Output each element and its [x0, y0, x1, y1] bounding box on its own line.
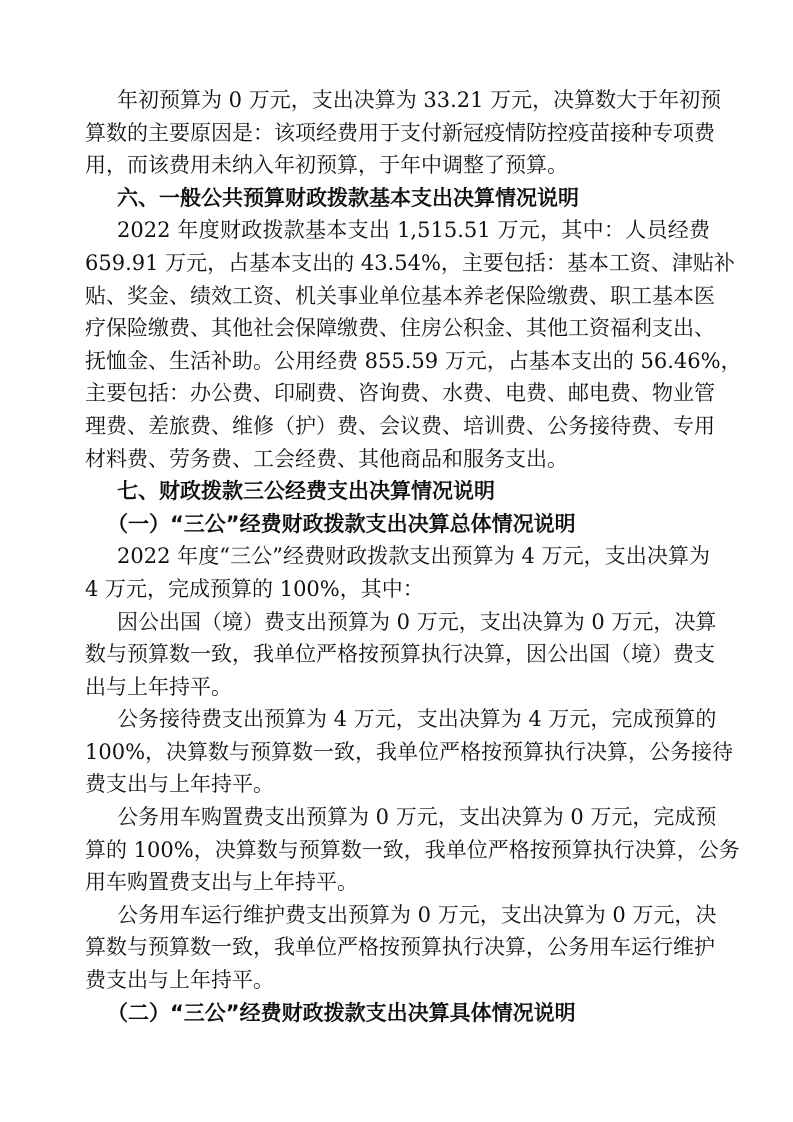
- body-text-line: 材料费、劳务费、工会经费、其他商品和服务支出。: [85, 446, 568, 471]
- body-text-line: 费支出与上年持平。: [85, 772, 274, 797]
- body-text-line: 2022 年度财政拨款基本支出 1,515.51 万元，其中：人员经费: [117, 218, 710, 243]
- body-text-line: 费支出与上年持平。: [85, 968, 274, 993]
- body-text-line: 疗保险缴费、其他社会保障缴费、住房公积金、其他工资福利支出、: [85, 316, 715, 341]
- body-text-line: 公务接待费支出预算为 4 万元，支出决算为 4 万元，完成预算的: [117, 707, 717, 732]
- body-text-line: 用车购置费支出与上年持平。: [85, 870, 358, 895]
- body-text-line: 算数与预算数一致，我单位严格按预算执行决算，公务用车运行维护: [85, 935, 715, 960]
- section-heading-6: 六、一般公共预算财政拨款基本支出决算情况说明: [117, 185, 579, 210]
- document-page: [85, 84, 742, 1029]
- body-text-line: 2022 年度“三公”经费财政拨款支出预算为 4 万元，支出决算为: [117, 544, 710, 569]
- body-text-line: 算数的主要原因是：该项经费用于支付新冠疫情防控疫苗接种专项费: [85, 120, 715, 145]
- body-text-line: 抚恤金、生活补助。公用经费 855.59 万元，占基本支出的 56.46%，: [85, 348, 742, 373]
- body-text-line: 出与上年持平。: [85, 674, 232, 699]
- section-heading-7: 七、财政拨款三公经费支出决算情况说明: [117, 479, 495, 504]
- body-text-line: 公务用车运行维护费支出预算为 0 万元，支出决算为 0 万元，决: [117, 902, 717, 927]
- body-text-line: 公务用车购置费支出预算为 0 万元，支出决算为 0 万元，完成预: [117, 805, 717, 830]
- body-text-line: 算的 100%，决算数与预算数一致，我单位严格按预算执行决算，公务: [85, 837, 740, 862]
- body-text-line: 659.91 万元，占基本支出的 43.54%，主要包括：基本工资、津贴补: [85, 250, 735, 275]
- body-text-line: 理费、差旅费、维修（护）费、会议费、培训费、公务接待费、专用: [85, 413, 715, 438]
- body-text-line: 100%，决算数与预算数一致，我单位严格按预算执行决算，公务接待: [85, 739, 734, 764]
- subsection-heading-1: （一）“三公”经费财政拨款支出决算总体情况说明: [107, 511, 576, 536]
- body-text-line: 用，而该费用未纳入年初预算，于年中调整了预算。: [85, 153, 568, 178]
- body-text-line: 因公出国（境）费支出预算为 0 万元，支出决算为 0 万元，决算: [117, 609, 717, 634]
- body-text-line: 4 万元，完成预算的 100%，其中：: [85, 576, 424, 601]
- body-text-line: 主要包括：办公费、印刷费、咨询费、水费、电费、邮电费、物业管: [85, 381, 715, 406]
- body-text-line: 数与预算数一致，我单位严格按预算执行决算，因公出国（境）费支: [85, 642, 715, 667]
- body-text-line: 年初预算为 0 万元，支出决算为 33.21 万元，决算数大于年初预: [117, 88, 722, 112]
- subsection-heading-2: （二）“三公”经费财政拨款支出决算具体情况说明: [107, 1000, 576, 1025]
- body-text-line: 贴、奖金、绩效工资、机关事业单位基本养老保险缴费、职工基本医: [85, 283, 715, 308]
